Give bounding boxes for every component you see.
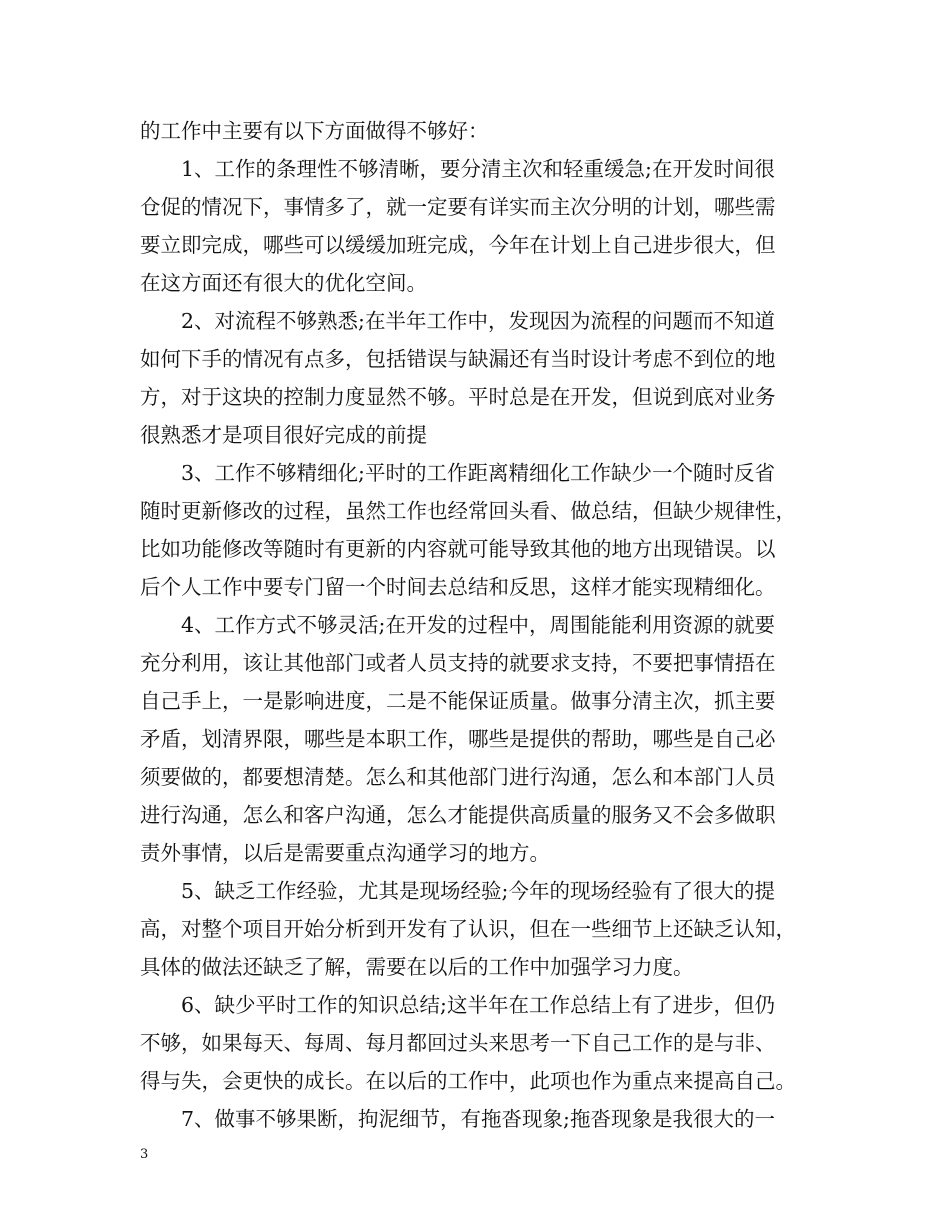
paragraph-1-first-line: 1、工作的条理性不够清晰，要分清主次和轻重缓急;在开发时间很 — [181, 157, 775, 181]
text-line: 仓促的情况下，事情多了，就一定要有详实而主次分明的计划，哪些需 — [140, 195, 776, 219]
paragraph-3-first-line: 3、工作不够精细化;平时的工作距离精细化工作缺少一个随时反省 — [181, 461, 775, 485]
text-line: 充分利用，该让其他部门或者人员支持的就要求支持，不要把事情捂在 — [140, 651, 776, 675]
text-line: 进行沟通，怎么和客户沟通，怎么才能提供高质量的服务又不会多做职 — [140, 803, 776, 827]
text-line: 自己手上，一是影响进度，二是不能保证质量。做事分清主次，抓主要 — [140, 689, 776, 713]
page-number: 3 — [140, 1147, 149, 1162]
text-line: 须要做的，都要想清楚。怎么和其他部门进行沟通，怎么和本部门人员 — [140, 765, 776, 789]
paragraph-5-first-line: 5、缺乏工作经验，尤其是现场经验;今年的现场经验有了很大的提 — [181, 879, 775, 903]
document-body — [140, 112, 820, 1138]
text-line: 随时更新修改的过程，虽然工作也经常回头看、做总结，但缺少规律性， — [140, 499, 796, 523]
paragraph-7-first-line: 7、做事不够果断，拘泥细节，有拖沓现象;拖沓现象是我很大的一 — [181, 1107, 775, 1131]
text-line: 高，对整个项目开始分析到开发有了认识，但在一些细节上还缺乏认知， — [140, 917, 796, 941]
text-line: 责外事情，以后是需要重点沟通学习的地方。 — [140, 841, 550, 865]
text-line: 的工作中主要有以下方面做得不够好： — [140, 119, 489, 143]
text-line: 矛盾，划清界限，哪些是本职工作，哪些是提供的帮助，哪些是自己必 — [140, 727, 776, 751]
text-line: 得与失，会更快的成长。在以后的工作中，此项也作为重点来提高自己。 — [140, 1069, 796, 1093]
text-line: 在这方面还有很大的优化空间。 — [140, 271, 427, 295]
text-line: 方，对于这块的控制力度显然不够。平时总是在开发，但说到底对业务 — [140, 385, 776, 409]
text-line: 比如功能修改等随时有更新的内容就可能导致其他的地方出现错误。以 — [140, 537, 776, 561]
text-line: 如何下手的情况有点多，包括错误与缺漏还有当时设计考虑不到位的地 — [140, 347, 776, 371]
text-line: 后个人工作中要专门留一个时间去总结和反思，这样才能实现精细化。 — [140, 575, 776, 599]
paragraph-2-first-line: 2、对流程不够熟悉;在半年工作中，发现因为流程的问题而不知道 — [181, 309, 775, 333]
text-line: 不够，如果每天、每周、每月都回过头来思考一下自己工作的是与非、 — [140, 1031, 776, 1055]
text-line: 很熟悉才是项目很好完成的前提 — [140, 423, 427, 447]
paragraph-6-first-line: 6、缺少平时工作的知识总结;这半年在工作总结上有了进步，但仍 — [181, 993, 775, 1017]
paragraph-4-first-line: 4、工作方式不够灵活;在开发的过程中，周围能能利用资源的就要 — [181, 613, 775, 637]
text-line: 要立即完成，哪些可以缓缓加班完成，今年在计划上自己进步很大，但 — [140, 233, 776, 257]
text-line: 具体的做法还缺乏了解，需要在以后的工作中加强学习力度。 — [140, 955, 694, 979]
